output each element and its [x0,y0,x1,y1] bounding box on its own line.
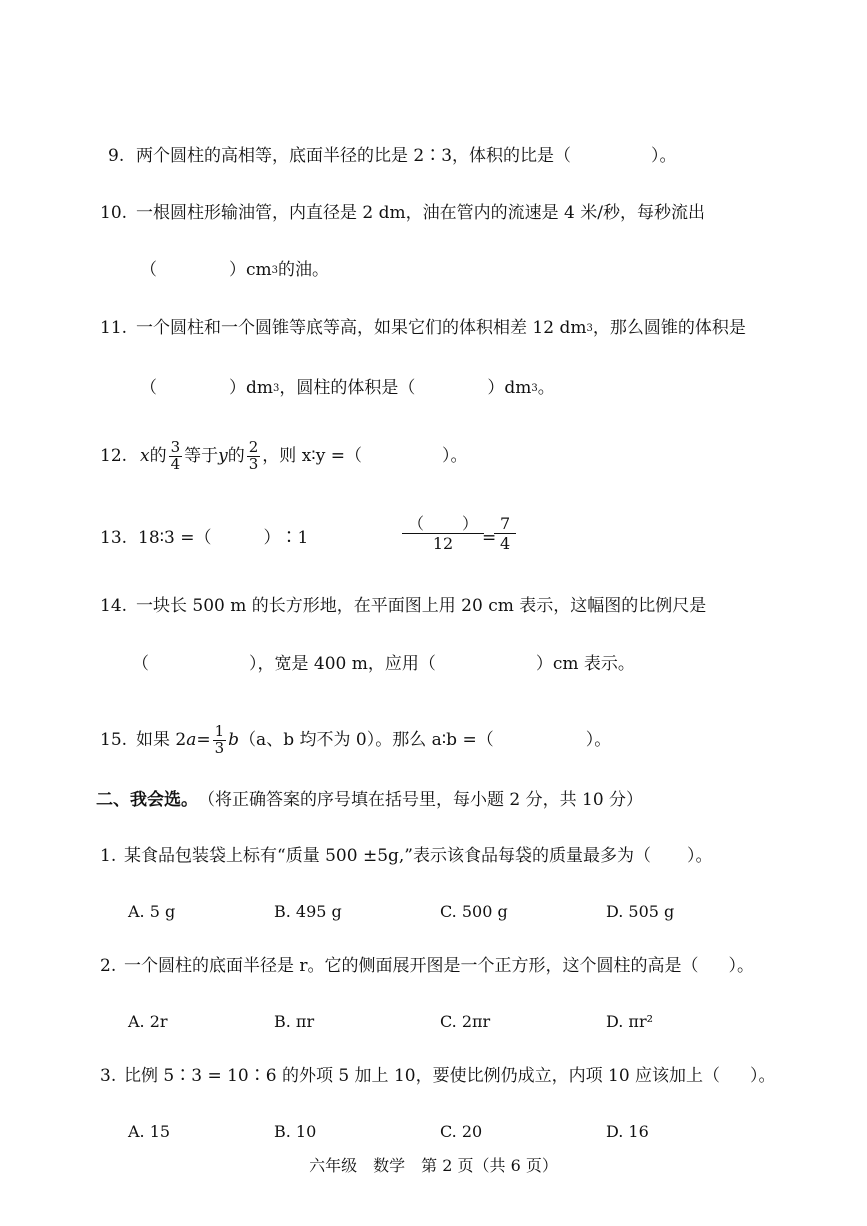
numerator [402,514,484,534]
fraction-blank-over-12 [402,514,484,553]
unit-text: ）cm [229,260,272,280]
mid-text: ，圆柱的体积是（ [279,378,416,398]
fraction-2-3 [247,440,261,473]
text-de: 的 [149,445,167,466]
question-text: ，则 x∶y =（ [262,445,362,466]
question-text: 一块长 500 m 的长方形地，在平面图上用 20 cm 表示，这幅图的比例尺是 [136,596,707,616]
denominator: 3 [214,738,225,757]
option-a[interactable]: A. 15 [128,1122,171,1141]
question-text-end: 。 [537,378,555,398]
paren-open: （ [132,654,149,674]
variable-b: b [228,729,240,750]
text-equal-to: 等于 [184,445,219,466]
variable-x: x [140,445,150,466]
question-13 [100,530,308,547]
denominator: 3 [248,454,259,473]
question-number: 13. [100,528,128,548]
question-number: 11. [100,318,128,338]
question-text-end: 的油。 [278,260,330,280]
numerator: 1 [214,722,225,740]
fraction-1-3 [213,724,227,757]
paren-open: （ [140,378,157,398]
question-text: （a、b 均不为 0）。那么 a∶b =（ [239,729,494,750]
question-text: 一个圆柱和一个圆锥等底等高，如果它们的体积相差 12 dm [136,318,587,338]
mc-question-1 [100,848,712,865]
question-text-end: ）。 [728,956,755,976]
question-text-end: ）。 [750,1066,776,1086]
question-text-end: ）。 [585,729,612,750]
option-c[interactable]: C. 500 g [440,902,508,921]
text-if: 如果 2 [136,729,187,750]
section-2-heading [96,792,643,809]
numerator: 7 [494,514,516,534]
numerator: 2 [248,438,259,456]
mc-question-3 [100,1068,776,1085]
question-10-line2: （ ）cm 3 的油。 [140,260,330,280]
denominator: 4 [170,454,181,473]
question-text-end: ）cm 表示。 [535,654,635,674]
fraction-7-4 [494,514,516,553]
question-text-end: ）。 [686,846,713,866]
question-number: 12. [100,445,128,466]
question-text-end: ）。 [651,146,677,166]
option-b[interactable]: B. πr [274,1012,315,1031]
page-footer [0,1158,867,1174]
footer-text: 六年级 数学 第 2 页（共 6 页） [309,1156,558,1175]
option-d[interactable]: D. 505 g [606,902,675,921]
option-a[interactable]: A. 5 g [128,902,176,921]
question-text: 某食品包装袋上标有“质量 500 ±5g,”表示该食品每袋的质量最多为（ [124,846,651,866]
question-number: 10. [100,203,128,223]
question-number: 15. [100,729,128,750]
question-15 [100,724,611,757]
option-c[interactable]: C. 20 [440,1122,483,1141]
question-12 [100,440,467,473]
question-text-2: ，那么圆锥的体积是 [592,318,746,338]
question-9 [108,148,677,165]
question-text: 一根圆柱形输油管，内直径是 2 dm，油在管内的流速是 4 米/秒，每秒流出 [136,203,705,223]
denominator: 12 [432,534,454,554]
variable-a: a [186,729,197,750]
question-14 [100,598,706,615]
option-b[interactable]: B. 495 g [274,902,342,921]
section-title: 二、我会选。 [96,790,198,810]
section-note: （将正确答案的序号填在括号里，每小题 2 分，共 10 分） [198,790,644,810]
variable-y: y [218,445,228,466]
option-b[interactable]: B. 10 [274,1122,317,1141]
numerator: 3 [170,438,181,456]
question-number: 3. [100,1066,117,1086]
question-14-line2 [132,656,635,673]
paren-open: （ [408,514,425,533]
unit-text-2: ）dm [487,378,532,398]
text-de-2: 的 [227,445,245,466]
question-number: 2. [100,956,117,976]
question-text-end: ）。 [441,445,468,466]
question-10 [100,205,705,222]
question-number: 1. [100,846,117,866]
option-a[interactable]: A. 2r [128,1012,168,1031]
paren-open: （ [140,260,157,280]
question-text: 两个圆柱的高相等，底面半径的比是 2∶3，体积的比是（ [136,146,572,166]
paren-close: ） [462,514,479,533]
ratio-text: 18∶3 =（ [138,528,212,548]
denominator: 4 [500,534,511,554]
question-11-line2: （ ）dm 3 ，圆柱的体积是（ ）dm 3 。 [140,378,555,398]
option-c[interactable]: C. 2πr [440,1012,491,1031]
mc-question-2 [100,958,754,975]
ratio-text-end: ）∶1 [263,528,309,548]
unit-text: ）dm [229,378,274,398]
option-d[interactable]: D. πr² [606,1012,654,1031]
equals-text: = [196,729,211,750]
option-d[interactable]: D. 16 [606,1122,649,1141]
fraction-3-4 [169,440,183,473]
question-text: 一个圆柱的底面半径是 r。它的侧面展开图是一个正方形，这个圆柱的高是（ [124,956,699,976]
question-11: 11. 一个圆柱和一个圆锥等底等高，如果它们的体积相差 12 dm 3 ，那么圆锥的体积是 [100,318,746,338]
question-number: 9. [108,146,125,166]
equals-text: = [482,528,497,548]
mid-text: ），宽是 400 m，应用（ [249,654,436,674]
question-text: 比例 5∶3 = 10∶6 的外项 5 加上 10，要使比例仍成立，内项 10 应该加上（ [124,1066,721,1086]
question-number: 14. [100,596,128,616]
